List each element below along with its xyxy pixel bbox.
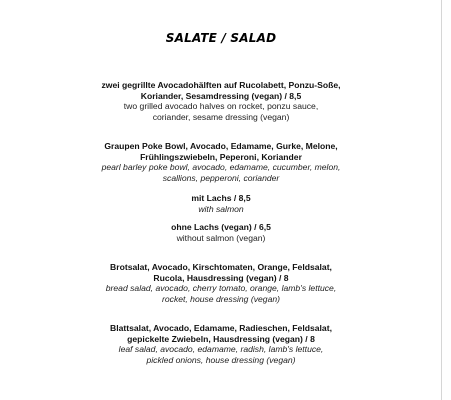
- item-desc-en-line-2: scallions, pepperoni, coriander: [162, 172, 280, 183]
- item-name-de-line-2: gepickelte Zwiebeln, Hausdressing (vegan) / 8: [127, 333, 315, 344]
- menu-item-without-salmon: [0, 222, 442, 243]
- item-name-de-line-2: Koriander, Sesamdressing (vegan) / 8,5: [140, 90, 302, 101]
- item-desc-en-line-1: pearl barley poke bowl, avocado, edamame, cucumber, melon,: [101, 162, 341, 173]
- item-desc-en-line-1: bread salad, avocado, cherry tomato, orange, lamb's lettuce,: [105, 283, 337, 294]
- item-name-de-line-1: Blattsalat, Avocado, Edamame, Radieschen, Feldsalat,: [110, 323, 332, 333]
- menu-item-bread-salad: [0, 262, 442, 304]
- item-name-de-line-1: ohne Lachs (vegan) / 6,5: [171, 222, 271, 232]
- item-name-de-line-1: Graupen Poke Bowl, Avocado, Edamame, Gurke, Melone,: [104, 141, 338, 151]
- menu-item-poke-bowl: [0, 141, 442, 183]
- menu-item-leaf-salad: [0, 323, 442, 365]
- item-desc-en-line-1: two grilled avocado halves on rocket, ponzu sauce,: [123, 101, 319, 112]
- item-name-de-line-1: zwei gegrillte Avocadohälften auf Rucolabett, Ponzu-Soße,: [101, 80, 341, 90]
- item-name-de-line-1: Brotsalat, Avocado, Kirschtomaten, Orange, Feldsalat,: [110, 262, 332, 272]
- page-title: SALATE / SALAD: [165, 31, 277, 45]
- item-desc-en-line-1: with salmon: [198, 203, 244, 214]
- item-desc-en-line-2: coriander, sesame dressing (vegan): [152, 111, 290, 122]
- item-desc-en-line-1: leaf salad, avocado, edamame, radish, lamb's lettuce,: [118, 344, 324, 355]
- item-desc-en-line-2: rocket, house dressing (vegan): [162, 293, 280, 304]
- item-desc-en-line-1: without salmon (vegan): [176, 232, 266, 243]
- item-name-de-line-1: mit Lachs / 8,5: [191, 193, 251, 203]
- item-desc-en-line-2: pickled onions, house dressing (vegan): [146, 354, 296, 365]
- menu-item-with-salmon: [0, 193, 442, 214]
- item-name-de-line-2: Frühlingszwiebeln, Peperoni, Koriander: [140, 151, 302, 162]
- item-name-de-line-2: Rucola, Hausdressing (vegan) / 8: [153, 272, 289, 283]
- menu-item-grilled-avocado: [0, 80, 442, 122]
